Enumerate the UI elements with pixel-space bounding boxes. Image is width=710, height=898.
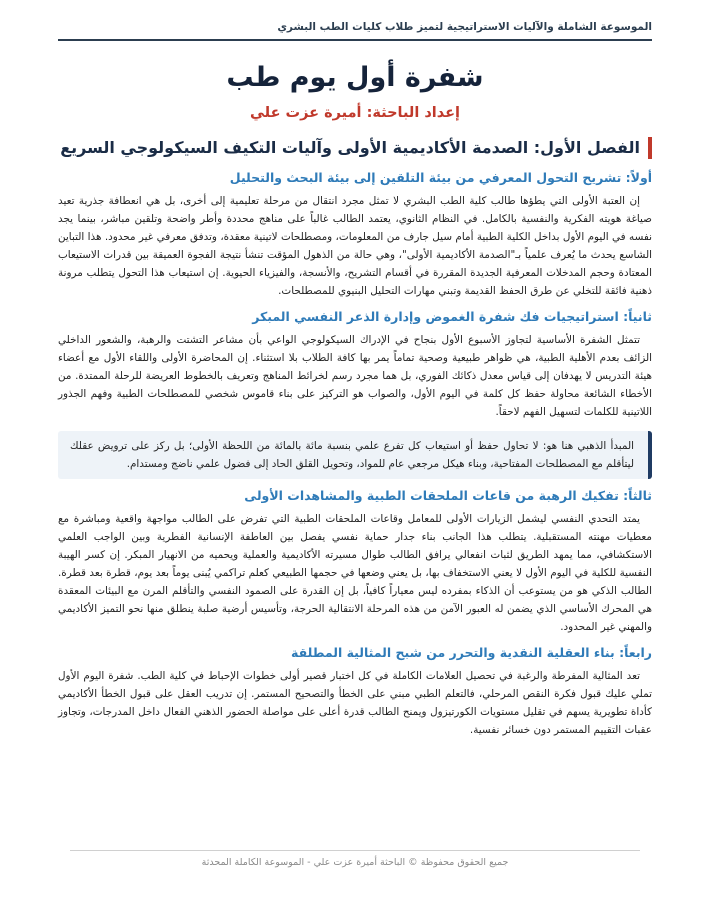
document-author: إعداد الباحثة: أميرة عزت علي bbox=[249, 105, 461, 121]
page-footer: جميع الحقوق محفوظة © الباحثة أميرة عزت علي - الموسوعة الكاملة المحدثة bbox=[201, 857, 509, 868]
document-title: شفرة أول يوم طب bbox=[226, 62, 484, 93]
golden-principle-callout: المبدأ الذهبي هنا هو: لا تحاول حفظ أو استيعاب كل تفرع علمي بنسبة مائة بالمائة من اللحظة الأولى؛ بل ركز على ترويض عقلك ليتأقلم مع المصطلحات المفتاحية، وبناء هيكل مرجعي عام للمواد، وتحويل القلق الحاد إلى فضول علمي ناضج ومستدام. bbox=[58, 431, 652, 479]
section-3-body: يمتد التحدي النفسي ليشمل الزيارات الأولى للمعامل وقاعات الملحقات الطبية التي تفرض على الطالب مواجهة واقعية ومباشرة مع معطيات مهنته المستقبلية. يتطلب هذا الجانب بناء جدار حماية نفسي يفصل بين العاطفة الإنسانية الفطرية وبين الواجب العلمي الاستكشافي، مما يمهد الطريق لثبات انفعالي يرافق الطالب طوال مسيرته الأكاديمية والعملية ويحميه من الانهيار المبكر. إن كسر الهيبة النفسية للكلية في اليوم الأول لا يعني الاستخفاف بها، بل يعني وضعها في حجمها الطبيعي كعلم تراكمي يُبنى يوماً بعد يوم، قطرة بعد قطرة. الطالب الذكي هو من يستوعب أن الذكاء بمفرده ليس معياراً كافياً، بل إن القدرة على الصمود النفسي والتأقلم المرن مع البيئات المعقدة هي المحرك الأساسي الذي يضمن له العبور الآمن من هذه المرحلة الانتقالية الحرجة، وتأسيس أرضية صلبة ينطلق منها نحو التميز الأكاديمي والمهني غير المحدود. bbox=[58, 513, 652, 633]
section-4-heading: رابعاً: بناء العقلية النقدية والتحرر من شبح المثالية المطلقة bbox=[291, 645, 652, 660]
section-2-heading: ثانياً: استراتيجيات فك شفرة الغموض وإدارة الذعر النفسي المبكر bbox=[252, 309, 652, 324]
section-2-body: تتمثل الشفرة الأساسية لتجاوز الأسبوع الأول بنجاح في الإدراك السيكولوجي الواعي بأن مشاعر التشتت والرهبة، والشعور الداخلي الزائف بعدم الأهلية الطبية، هي ظواهر طبيعية وصحية تماماً يمر بها كافة الطلاب بلا استثناء. إن المحاضرة الأولى واللقاء الأول مع أعضاء هيئة التدريس لا يهدفان إلى قياس معدل ذكائك الفوري، بل هما مجرد رسم لخرائط المناهج وتعريف بالخطوط العريضة للرحلة الممتدة. من الأخطاء الشائعة محاولة حفظ كل كلمة في اليوم الأول، والصواب هو التركيز على بناء قاموس شخصي للمصطلحات الطبية وفهم الجذور اللاتينية للكلمات لتسهيل الفهم لاحقاً. bbox=[58, 334, 652, 418]
section-3-heading: ثالثاً: تفكيك الرهبة من قاعات الملحقات الطبية والمشاهدات الأولى bbox=[244, 488, 652, 503]
section-1-body: إن العتبة الأولى التي يطؤها طالب كلية الطب البشري لا تمثل مجرد انتقال من مرحلة تعليمية إلى أخرى، بل هي انعطافة جذرية تعيد صياغة هويته الفكرية والنفسية بالكامل. في النظام الثانوي، يعتمد الطالب غالباً على مناهج محددة وأطر واضحة وتلقين مباشر، بينما يجد نفسه في اليوم الأول بداخل الكلية الطبية أمام سيل جارف من المعلومات، ومصطلحات لاتينية معقدة، وتدفق معرفي غير محدود. هذا التباين الشاسع يحدث ما يُعرف علمياً بـ"الصدمة الأكاديمية الأولى"، وهي حالة من الذهول المؤقت تنشأ نتيجة الفجوة العميقة بين قدرات الاستيعاب المعتادة وحجم المدخلات المعرفية الجديدة المقررة في أقسام التشريح، والأنسجة، والفيزياء الحيوية. إن استيعاب هذا التحول يتطلب مرونة ذهنية فائقة للتخلي عن طرق الحفظ القديمة وتبني مهارات التحليل البنيوي للمصطلحات. bbox=[58, 195, 652, 297]
running-header: الموسوعة الشاملة والآليات الاستراتيجية لتميز طلاب كليات الطب البشري bbox=[58, 20, 652, 41]
footer-divider bbox=[70, 850, 640, 851]
section-1-heading: أولاً: تشريح التحول المعرفي من بيئة التلقين إلى بيئة البحث والتحليل bbox=[229, 170, 652, 185]
chapter-title: الفصل الأول: الصدمة الأكاديمية الأولى وآليات التكيف السيكولوجي السريع bbox=[58, 137, 652, 159]
section-4-body: تعد المثالية المفرطة والرغبة في تحصيل العلامات الكاملة في كل اختبار قصير أولى خطوات الإحباط في كلية الطب. شفرة اليوم الأول تملي عليك قبول فكرة النقص المرحلي، فالتعلم الطبي مبني على الخطأ والتصحيح المستمر. إن تدريب العقل على قبول الخطأ الأكاديمي كأداة تطويرية يسهم في تقليل مستويات الكورتيزول ويمنح الطالب قدرة أعلى على مواصلة الحضور الذهني الفعال داخل المدرجات، وتجاوز عقبات التقييم المستمر دون خسائر نفسية. bbox=[58, 670, 652, 736]
